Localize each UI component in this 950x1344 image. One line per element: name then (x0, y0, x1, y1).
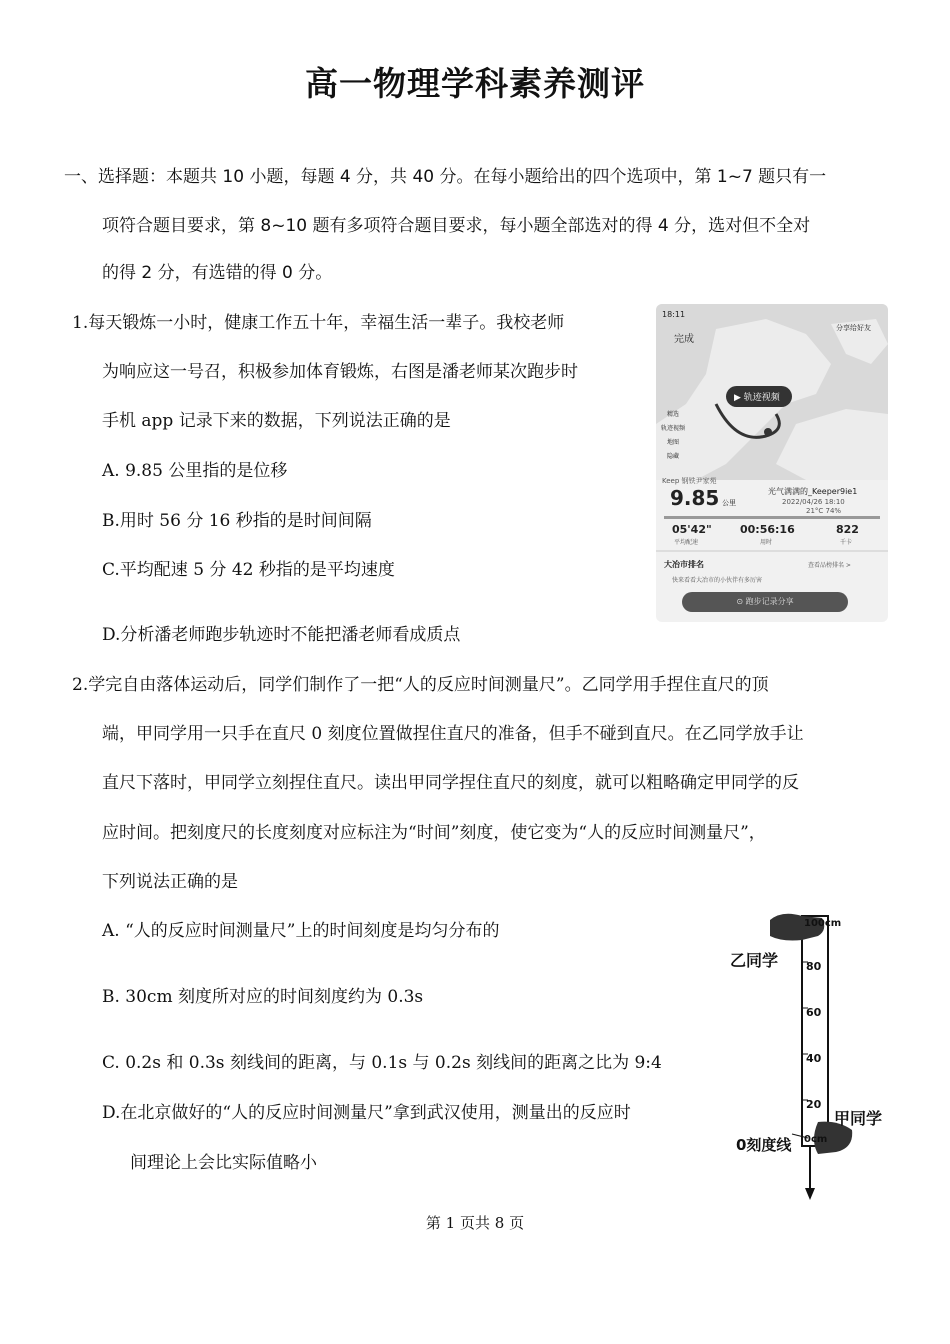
ruler-tick-40: 40 (806, 1052, 822, 1065)
divider-bar (664, 516, 880, 519)
calories-value: 822 (836, 523, 859, 536)
student-b-label: 乙同学 (730, 951, 779, 970)
q2-option-b: B. 30cm 刻度所对应的时间刻度约为 0.3s (102, 987, 424, 1007)
track-video-button[interactable] (726, 386, 792, 407)
duration-label: 用时 (760, 539, 773, 546)
share-run-button[interactable] (682, 592, 848, 612)
student-a-label: 甲同学 (834, 1109, 883, 1128)
q2-option-d-line-1: D.在北京做好的“人的反应时间测量尺”拿到武汉使用，测量出的反应时 (102, 1103, 631, 1123)
section-divider (656, 550, 888, 552)
ruler-zero-label: 0cm (804, 1134, 828, 1145)
section-line-1: 一、选择题：本题共 10 小题，每题 4 分，共 40 分。在每小题给出的四个选项中，第 1~7 题只有一 (64, 167, 827, 187)
calories-label: 千卡 (840, 539, 853, 546)
q1-stem-line-2: 为响应这一号召，积极参加体育锻炼，右图是潘老师某次跑步时 (102, 362, 578, 382)
q1-stem-line-1: 1.每天锻炼一小时，健康工作五十年，幸福生活一辈子。我校老师 (72, 313, 565, 333)
q1-option-b: B.用时 56 分 16 秒指的是时间间隔 (102, 511, 372, 531)
ruler-tick-20: 20 (806, 1098, 822, 1111)
rank-title: 大冶市排名 (664, 560, 704, 569)
ruler-top-label: 100cm (804, 918, 842, 929)
username: 光气满满的_Keeper9ie1 (768, 487, 858, 496)
q2-option-c: C. 0.2s 和 0.3s 刻线间的距离，与 0.1s 与 0.2s 刻线间的距离之比为 9:4 (102, 1053, 662, 1073)
pace-label: 平均配速 (674, 539, 699, 546)
q2-stem-line-2: 端，甲同学用一只手在直尺 0 刻度位置做捏住直尺的准备，但手不碰到直尺。在乙同学放手让 (102, 724, 804, 744)
side-label-3[interactable]: 地图 (666, 439, 679, 446)
running-app-screenshot (656, 304, 888, 622)
done-label[interactable]: 完成 (674, 334, 694, 345)
zero-line-label: 0刻度线 (736, 1136, 792, 1154)
share-icon: ⊙ (736, 597, 746, 606)
page-title: 高一物理学科素养测评 (305, 64, 645, 103)
page-footer: 第 1 页共 8 页 (425, 1214, 525, 1232)
q1-option-a: A. 9.85 公里指的是位移 (102, 461, 288, 481)
section-line-3: 的得 2 分，有选错的得 0 分。 (102, 263, 333, 283)
side-label-1[interactable]: 精选 (666, 411, 679, 418)
duration-value: 00:56:16 (740, 523, 795, 536)
q2-option-d-line-2: 间理论上会比实际值略小 (130, 1153, 317, 1173)
q2-option-a: A. “人的反应时间测量尺”上的时间刻度是均匀分布的 (102, 921, 500, 941)
distance-value: 9.85 (670, 486, 720, 510)
q2-stem-line-5: 下列说法正确的是 (102, 872, 238, 892)
status-time: 18:11 (662, 310, 686, 319)
track-video-label: 轨迹视频 (743, 393, 780, 403)
distance-unit: 公里 (722, 499, 736, 507)
rank-link[interactable]: 查看品榜排名 > (808, 562, 851, 569)
q2-stem-line-1: 2.学完自由落体运动后，同学们制作了一把“人的反应时间测量尺”。乙同学用手捏住直尺的顶 (72, 675, 769, 695)
side-toolbar (658, 408, 688, 464)
rank-desc: 快来看看大冶市的小伙伴有多厉害 (672, 577, 763, 584)
weather: 21°C 74% (806, 507, 842, 515)
run-date: 2022/04/26 18:10 (782, 498, 845, 506)
ruler-tick-60: 60 (806, 1006, 822, 1019)
app-brand: Keep 钢铁尹家苑 (662, 477, 717, 485)
q1-stem-line-3: 手机 app 记录下来的数据，下列说法正确的是 (102, 411, 451, 431)
q2-stem-line-4: 应时间。把刻度尺的长度刻度对应标注为“时间”刻度，使它变为“人的反应时间测量尺”， (102, 823, 766, 843)
ruler-tick-80: 80 (806, 960, 822, 973)
q1-option-d: D.分析潘老师跑步轨迹时不能把潘老师看成质点 (102, 625, 461, 645)
play-icon: ▶ (734, 393, 744, 403)
side-label-4[interactable]: 隐藏 (666, 453, 679, 460)
side-label-2[interactable]: 轨迹视频 (660, 425, 685, 432)
pace-value: 05'42" (672, 523, 712, 536)
share-run-label: 跑步记录分享 (745, 597, 794, 606)
q2-stem-line-3: 直尺下落时，甲同学立刻捏住直尺。读出甲同学捏住直尺的刻度，就可以粗略确定甲同学的反 (102, 773, 799, 793)
section-line-2: 项符合题目要求，第 8~10 题有多项符合题目要求，每小题全部选对的得 4 分，选对但不全对 (102, 216, 811, 236)
reaction-ruler-figure (722, 908, 892, 1204)
share-hint: 分享给好友 (836, 324, 871, 332)
q1-option-c: C.平均配速 5 分 42 秒指的是平均速度 (102, 560, 395, 580)
